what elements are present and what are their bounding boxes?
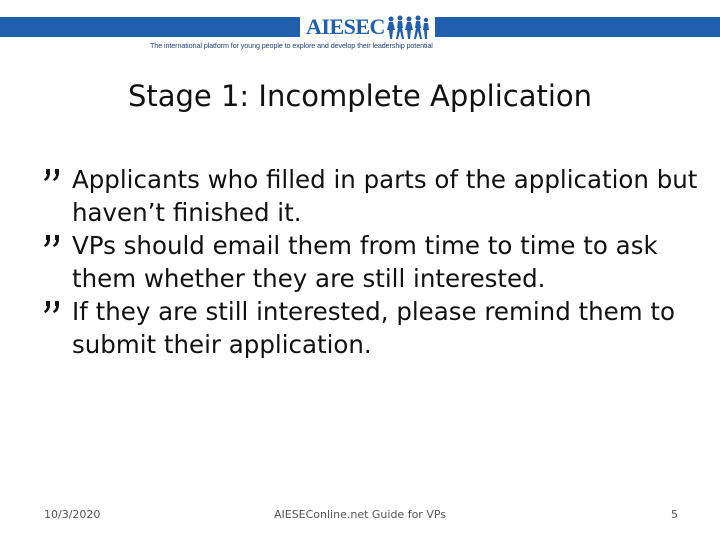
double-quote-bullet-icon	[40, 163, 70, 196]
aiesec-logo	[306, 14, 429, 40]
bullet-item	[40, 295, 700, 361]
footer-title: AIESEConline.net Guide for VPs	[273, 508, 447, 521]
logo-text: AIESEC	[306, 14, 385, 39]
bullet-item	[40, 163, 700, 229]
footer-date: 10/3/2020	[44, 508, 101, 521]
bullet-text: VPs should email them from time to time to ask them whether they are still interested.	[72, 231, 658, 293]
double-quote-bullet-icon	[40, 229, 70, 262]
double-quote-bullet-icon	[40, 295, 70, 328]
people-figures-icon	[387, 14, 429, 40]
slide-title: Stage 1: Incomplete Application	[127, 79, 593, 113]
header-band-right	[435, 17, 720, 37]
bullet-text: Applicants who filled in parts of the application but haven’t finished it.	[72, 165, 698, 227]
logo-tagline: The international platform for young people to explore and develop their leadership potential	[150, 41, 433, 50]
header-banner	[0, 0, 720, 52]
bullet-item	[40, 229, 700, 295]
header-band-left	[0, 17, 300, 37]
page-number: 5	[671, 508, 678, 521]
bullet-text: If they are still interested, please remind them to submit their application.	[72, 297, 675, 359]
bullet-list	[40, 163, 700, 361]
